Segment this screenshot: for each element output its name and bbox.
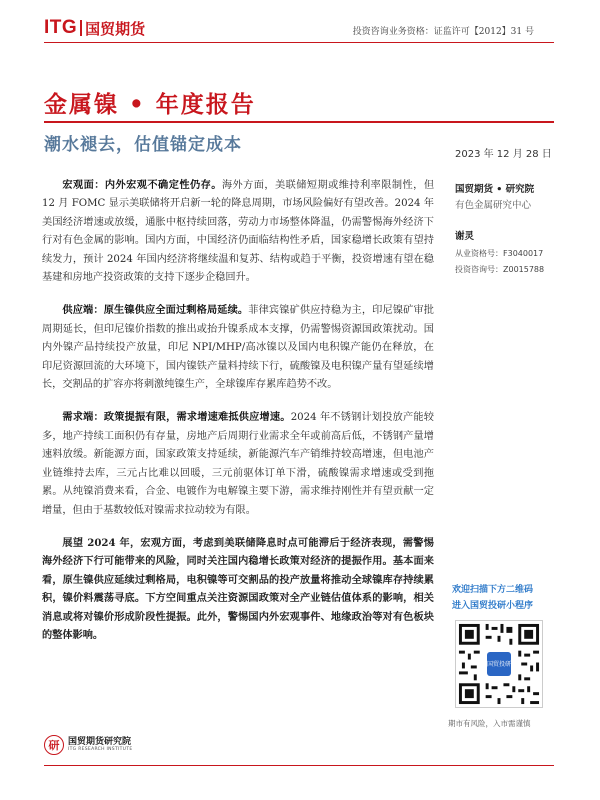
analyst-consult [455, 264, 544, 275]
qr-center-logo: 国贸投研 [487, 652, 511, 676]
footer-text [68, 737, 132, 753]
consult-label: 投资咨询号： [455, 265, 503, 274]
paragraph-lead: 供应端：原生镍供应全面过剩格局延续。 [62, 304, 249, 317]
risk-note: 期市有风险，入市需谨慎 [448, 719, 531, 728]
footer-mark-icon: 研 [44, 735, 64, 755]
paragraph-text: 2024 年不锈钢计划投放产能较多，地产持续工面积仍有存量，房地产后周期行业需求全年或前高后低，不锈钢产量增速料放缓。新能源方面，国家政策支持延续，新能源汽车产销维持较高增速，但电池产业链维持去库，三元占比难以回暖，三元前驱体订单下滑，硫酸镍需求增速或受到拖累。从纯镍消费来看，合金、电镀作为电解镍主要下游，需求维持刚性并有望贡献一定增量，但由于基数较低对镍需求拉动较为有限。 [42, 412, 434, 516]
org-center: 有色金属研究中心 [455, 200, 532, 211]
paragraph-lead: 宏观面：内外宏观不确定性仍存。 [62, 179, 222, 191]
footer-en: ITG RESEARCH INSTITUTE [68, 747, 133, 752]
paragraph-demand [42, 408, 434, 519]
footer-logo [44, 735, 132, 755]
footer-divider [44, 765, 554, 766]
cert-label: 从业资格号： [455, 249, 503, 258]
qr-prompt-line1: 欢迎扫描下方二维码 [452, 585, 534, 595]
header-divider [44, 42, 554, 43]
paragraph-macro [42, 176, 434, 287]
paragraph-outlook [42, 534, 434, 644]
report-date: 2023 年 12 月 28 日 [455, 149, 552, 160]
paragraph-lead: 需求端：政策提振有限，需求增速难抵供应增速。 [62, 411, 291, 424]
analyst-cert [455, 248, 543, 259]
report-body [42, 176, 434, 658]
footer-cn: 国贸期货研究院 [68, 737, 132, 747]
paragraph-text: 海外方面，美联储短期或维持利率限制性，但 12 月 FOMC 显示美联储将开启新一轮的降息周期，市场风险偏好有望改善。2024 年美国经济增速或放缓，通胀中枢持续回落，劳动力市场整体降温，仍需警惕海外经济下行对有色金属的影响。国内方面，中国经济仍面临结构性矛盾，国家稳增长政策有望持续发力，预计 2024 年国内经济将继续温和复苏、结构或趋于平衡，投资增速有望在稳基建和房地产投资政策的支持下逐步企稳回升。 [42, 180, 435, 284]
cert-number: F3040017 [503, 249, 544, 258]
logo-divider [80, 20, 82, 36]
qr-prompt-line2: 进入国贸投研小程序 [452, 601, 534, 611]
logo-cn-text: 国贸期货 [85, 19, 146, 38]
paragraph-supply [42, 301, 434, 394]
org-name: 国贸期货 • 研究院 [455, 184, 535, 195]
consult-number: Z0015788 [503, 265, 545, 274]
report-title: 金属镍 • 年度报告 [44, 91, 256, 118]
report-subtitle: 潮水褪去，估值锚定成本 [44, 135, 242, 155]
qr-prompt [452, 582, 533, 614]
analyst-name: 谢灵 [455, 231, 475, 242]
title-divider [44, 121, 554, 123]
paragraph-text: 菲律宾镍矿供应持稳为主，印尼镍矿审批周期延长，但印尼镍价指数的推出或抬升镍系成本支撑，仍需警惕资源国政策扰动。国内外镍产品持续投产放量，印尼 NPI/MHP/高冰镍以及国内电积镍产能仍在释放，在印尼资源回流的大环境下，国内镍铁产量料持续下行，硫酸镍及电积镍产量有望延续增长，交割品的扩容亦将刺激纯镍生产，全球镍库存累库趋势不改。 [42, 305, 434, 391]
paragraph-text: 展望 2024 年，宏观方面，考虑到美联储降息时点可能滞后于经济表现，需警惕海外经济下行可能带来的风险，同时关注国内稳增长政策对经济的提振作用。基本面来看，原生镍供应延续过剩格局，电积镍等可交割品的投产放量将推动全球镍库存持续累积，镍价料震荡寻底。下方空间重点关注资源国政策对全产业链估值体系的影响，相关消息或将对镍价形成阶段性提振。此外，警惕国内外宏观事件、地缘政治等对有色板块的整体影响。 [42, 536, 434, 641]
brand-logo [44, 18, 145, 38]
logo-itg-text: ITG [44, 17, 78, 38]
license-text: 投资咨询业务资格：证监许可【2012】31 号 [352, 27, 534, 37]
